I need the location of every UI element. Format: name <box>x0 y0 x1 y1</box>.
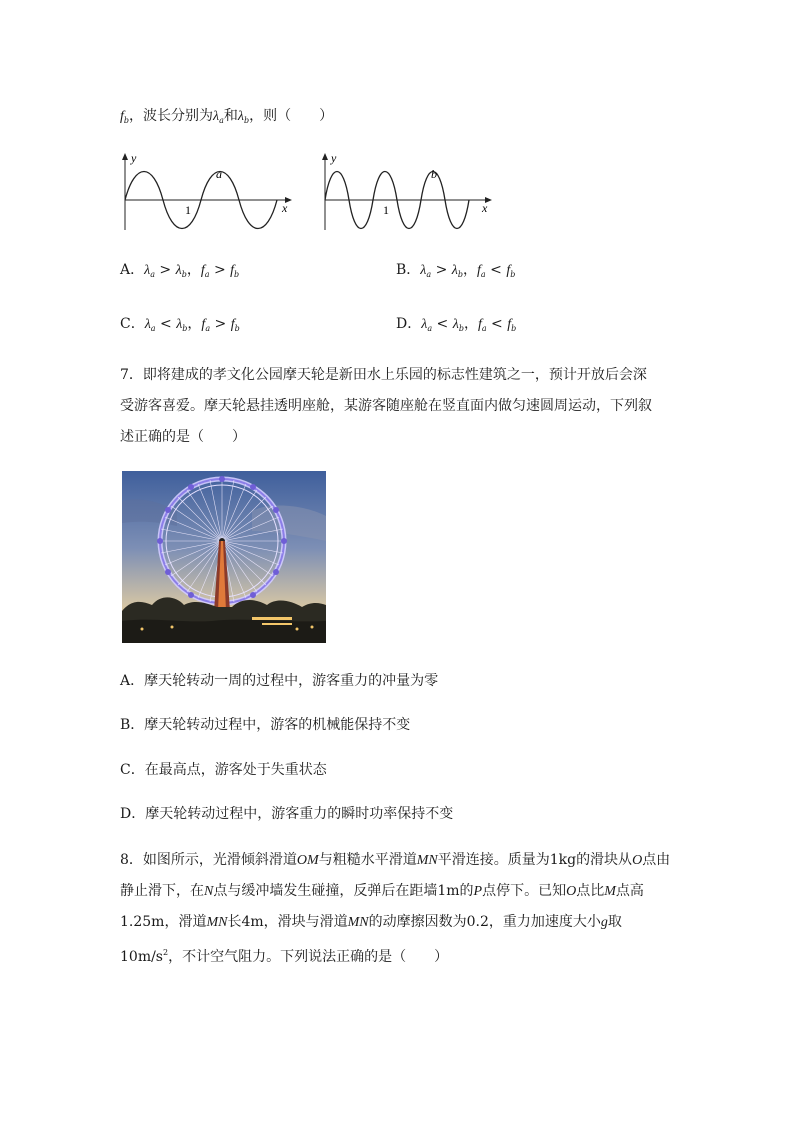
relation: > <box>210 316 231 332</box>
relation: > <box>209 262 231 278</box>
relation: < <box>432 316 453 332</box>
graph-a-x-label: x <box>282 201 288 215</box>
q7-stem-line-3: 述正确的是（ ） <box>120 429 246 445</box>
sub: b <box>457 270 463 279</box>
option-letter: D． <box>396 316 422 332</box>
ferris-wheel-photo <box>122 471 326 643</box>
option-letter: C． <box>120 316 145 332</box>
symbol-MN: MN <box>416 853 438 868</box>
q8-text: 点比 <box>576 883 605 899</box>
graph-b-y-label: y <box>331 151 337 165</box>
relation: < <box>155 316 177 332</box>
f: f <box>477 317 482 332</box>
option-letter: B． <box>396 262 421 278</box>
lambda: λ <box>175 263 182 278</box>
q8-text: 的滑块从 <box>576 852 633 868</box>
sub: a <box>480 270 486 279</box>
q7-option-d: D．摩天轮转动过程中，游客重力的瞬时功率保持不变 <box>120 806 454 822</box>
q8-text: 取 <box>607 914 622 930</box>
q8-text: 平滑连接。质量为 <box>437 852 550 868</box>
graph-b-x-label: x <box>482 201 488 215</box>
sub: b <box>182 324 188 333</box>
symbol-P: P <box>473 884 483 899</box>
q7-option-b: B．摩天轮转动过程中，游客的机械能保持不变 <box>120 717 411 733</box>
q8-text: 点停下。已知 <box>482 883 567 899</box>
graph-a-y-label: y <box>131 151 137 165</box>
lambda: λ <box>452 317 459 332</box>
sub: b <box>234 324 240 333</box>
wave-graph-b <box>318 150 498 235</box>
symbol-O: O <box>632 853 643 868</box>
lambda: λ <box>176 317 183 332</box>
symbol-MN: MN <box>206 915 228 930</box>
sub: b <box>511 324 517 333</box>
sub: a <box>427 324 433 333</box>
option-letter: A． <box>120 262 145 278</box>
f: f <box>200 263 205 278</box>
relation: > <box>431 262 452 278</box>
symbol-MN: MN <box>347 915 369 930</box>
sub: b <box>458 324 464 333</box>
sub: a <box>205 324 211 333</box>
q6-option-d: D．$\lambda_a < \lambda_b$，$f_a < f_b$ <box>396 316 517 333</box>
q7-option-a: A．摩天轮转动一周的过程中，游客重力的冲量为零 <box>120 673 439 689</box>
q8-text: 8．如图所示，光滑倾斜滑道 <box>120 852 297 868</box>
value-g-exponent: 2 <box>163 948 169 957</box>
q6-option-b: B．$\lambda_a > \lambda_b$，$f_a < f_b$ <box>396 262 516 279</box>
value-mass: 1kg <box>549 852 577 868</box>
frequency-subscript: b <box>123 116 130 125</box>
sub: a <box>150 270 155 279</box>
q8-text: 长 <box>227 914 242 930</box>
value-length: 4m <box>241 914 264 930</box>
q8-text: 点高 <box>615 883 644 899</box>
f: f <box>230 263 235 278</box>
symbol-N: N <box>204 884 214 899</box>
lambda-b-symbol: λ <box>237 109 244 124</box>
value-height: 1.25m <box>120 914 165 930</box>
intro-and: 和 <box>223 108 238 124</box>
lambda: λ <box>144 263 151 278</box>
question-6-intro <box>120 107 333 130</box>
lambda: λ <box>420 263 427 278</box>
sub: a <box>426 270 432 279</box>
q8-text: 点与缓冲墙发生碰撞，反弹后在距墙 <box>213 883 438 899</box>
f: f <box>230 317 235 332</box>
q8-stem <box>120 845 680 972</box>
graph-a-wave-label: a <box>216 167 222 181</box>
sub: b <box>181 270 187 279</box>
sub: b <box>510 270 516 279</box>
q7-stem-line-2: 受游客喜爱。摩天轮悬挂透明座舱，某游客随座舱在竖直面内做匀速圆周运动，下列叙 <box>120 398 652 414</box>
lambda-a-symbol: λ <box>213 109 220 124</box>
q8-text: ，不计空气阻力。下列说法正确的是（ ） <box>168 949 449 965</box>
q8-text: 点由静止滑下，在 <box>120 852 671 899</box>
f: f <box>506 263 511 278</box>
q7-stem-line-1: 7．即将建成的孝文化公园摩天轮是新田水上乐园的标志性建筑之一，预计开放后会深 <box>120 367 647 383</box>
value-g: 10m/s <box>120 949 163 965</box>
relation: < <box>486 316 508 332</box>
lambda: λ <box>144 317 151 332</box>
lambda-b-subscript: b <box>243 116 250 125</box>
intro-text: ，波长分别为 <box>129 108 214 124</box>
sub: a <box>150 324 156 333</box>
q7-option-c: C．在最高点，游客处于失重状态 <box>120 762 327 778</box>
lambda: λ <box>451 263 458 278</box>
f: f <box>201 317 206 332</box>
relation: > <box>154 262 176 278</box>
symbol-g: g <box>600 915 608 930</box>
frequency-symbol: f <box>120 109 124 124</box>
q6-option-a: A．$\lambda_a > \lambda_b$，$f_a > f_b$ <box>120 262 240 279</box>
lambda: λ <box>421 317 428 332</box>
q8-text: 的 <box>459 883 474 899</box>
graph-a-tick-1: 1 <box>185 203 191 217</box>
f: f <box>507 317 512 332</box>
value-mu: 0.2 <box>466 914 489 930</box>
wave-graph-a <box>118 150 298 235</box>
symbol-O: O <box>566 884 577 899</box>
q8-text: ，滑道 <box>164 914 207 930</box>
q8-text: ，重力加速度大小 <box>488 914 601 930</box>
symbol-OM: OM <box>296 853 319 868</box>
graph-b-wave-label: b <box>431 167 437 181</box>
q8-text: ，滑块与滑道 <box>263 914 348 930</box>
value-distance: 1m <box>437 883 460 899</box>
q8-text: 的动摩擦因数为 <box>368 914 467 930</box>
sub: a <box>204 270 210 279</box>
q6-option-c: C．$\lambda_a < \lambda_b$，$f_a > f_b$ <box>120 316 240 333</box>
q8-text: 与粗糙水平滑道 <box>318 852 417 868</box>
graph-b-tick-1: 1 <box>383 203 389 217</box>
f: f <box>477 263 481 278</box>
sub: b <box>234 270 240 279</box>
intro-end: ，则（ ） <box>249 108 334 124</box>
lambda-a-subscript: a <box>219 116 224 125</box>
relation: < <box>485 262 507 278</box>
sub: a <box>481 324 487 333</box>
symbol-M: M <box>604 884 616 899</box>
